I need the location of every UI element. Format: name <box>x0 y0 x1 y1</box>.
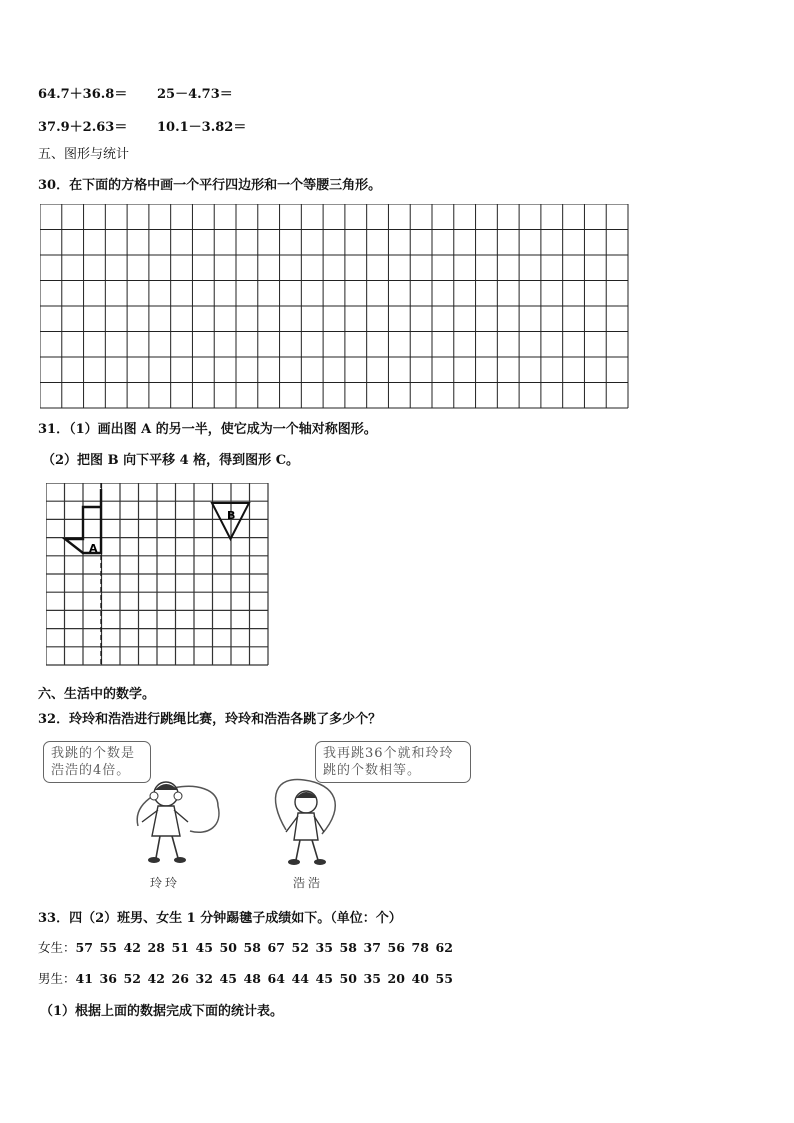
boys-scores-value: 20 <box>387 971 405 986</box>
boys-scores-value: 50 <box>339 971 357 986</box>
girls-scores-value: 42 <box>123 940 141 955</box>
girls-scores-row <box>38 938 460 956</box>
boys-scores-value: 45 <box>219 971 237 986</box>
girls-scores-value: 28 <box>147 940 165 955</box>
lingling-figure <box>128 776 228 872</box>
girls-scores-value: 45 <box>195 940 213 955</box>
section-title-6: 六、生活中的数学。 <box>38 687 156 702</box>
boys-scores-value: 26 <box>171 971 189 986</box>
boys-scores-value: 42 <box>147 971 165 986</box>
lingling-name: 玲玲 <box>150 876 181 890</box>
question-33: 33．四（2）班男、女生 1 分钟踢毽子成绩如下。（单位：个） <box>38 911 402 926</box>
lingling-speech-line1: 我跳的个数是 <box>51 746 136 761</box>
boys-scores-value: 41 <box>75 971 93 986</box>
girls-scores-value: 56 <box>387 940 405 955</box>
boys-scores-value: 44 <box>291 971 309 986</box>
boys-label: 男生： <box>38 971 76 986</box>
question-31-part2: （2）把图 B 向下平移 4 格，得到图形 C。 <box>42 453 300 468</box>
boys-scores-value: 45 <box>315 971 333 986</box>
girls-scores-value: 37 <box>363 940 381 955</box>
girls-scores-value: 57 <box>75 940 93 955</box>
boys-scores-value: 32 <box>195 971 213 986</box>
girls-scores-value: 51 <box>171 940 189 955</box>
calc-3: 37.9＋2.63＝ <box>38 120 128 135</box>
girls-scores-value: 58 <box>243 940 261 955</box>
girls-scores-value: 62 <box>435 940 453 955</box>
girls-label: 女生： <box>38 940 76 955</box>
question-30: 30．在下面的方格中画一个平行四边形和一个等腰三角形。 <box>38 178 382 193</box>
haohao-speech-line1: 我再跳36个就和玲玲 <box>323 746 454 761</box>
girls-scores-value: 50 <box>219 940 237 955</box>
haohao-name: 浩浩 <box>293 876 324 890</box>
boys-scores-row <box>38 969 460 987</box>
haohao-figure <box>266 776 366 872</box>
girls-scores-value: 35 <box>315 940 333 955</box>
calc-2: 25－4.73＝ <box>157 87 233 102</box>
boys-scores-value: 48 <box>243 971 261 986</box>
calc-1: 64.7＋36.8＝ <box>38 87 128 102</box>
section-title-5: 五、图形与统计 <box>38 147 130 162</box>
question-32: 32．玲玲和浩浩进行跳绳比赛，玲玲和浩浩各跳了多少个？ <box>38 712 382 727</box>
figure-a-label: A <box>89 542 98 555</box>
girls-scores-value: 55 <box>99 940 117 955</box>
question-31-part1: 31．（1）画出图 A 的另一半，使它成为一个轴对称图形。 <box>38 422 377 437</box>
boys-scores-value: 36 <box>99 971 117 986</box>
calc-4: 10.1－3.82＝ <box>157 120 247 135</box>
boys-scores-value: 35 <box>363 971 381 986</box>
boys-scores-value: 52 <box>123 971 141 986</box>
boys-scores-value: 40 <box>411 971 429 986</box>
drawing-grid-30[interactable] <box>40 204 630 410</box>
girls-scores-value: 78 <box>411 940 429 955</box>
figure-grid-31[interactable] <box>46 483 270 667</box>
girls-scores-value: 67 <box>267 940 285 955</box>
lingling-speech-line2: 浩浩的4倍。 <box>51 763 131 778</box>
boys-scores-value: 64 <box>267 971 285 986</box>
figure-b-label: B <box>227 509 236 522</box>
girls-scores-value: 52 <box>291 940 309 955</box>
question-33-part1: （1）根据上面的数据完成下面的统计表。 <box>40 1004 284 1019</box>
haohao-speech-line2: 跳的个数相等。 <box>323 763 422 778</box>
boys-scores-value: 55 <box>435 971 453 986</box>
girls-scores-value: 58 <box>339 940 357 955</box>
